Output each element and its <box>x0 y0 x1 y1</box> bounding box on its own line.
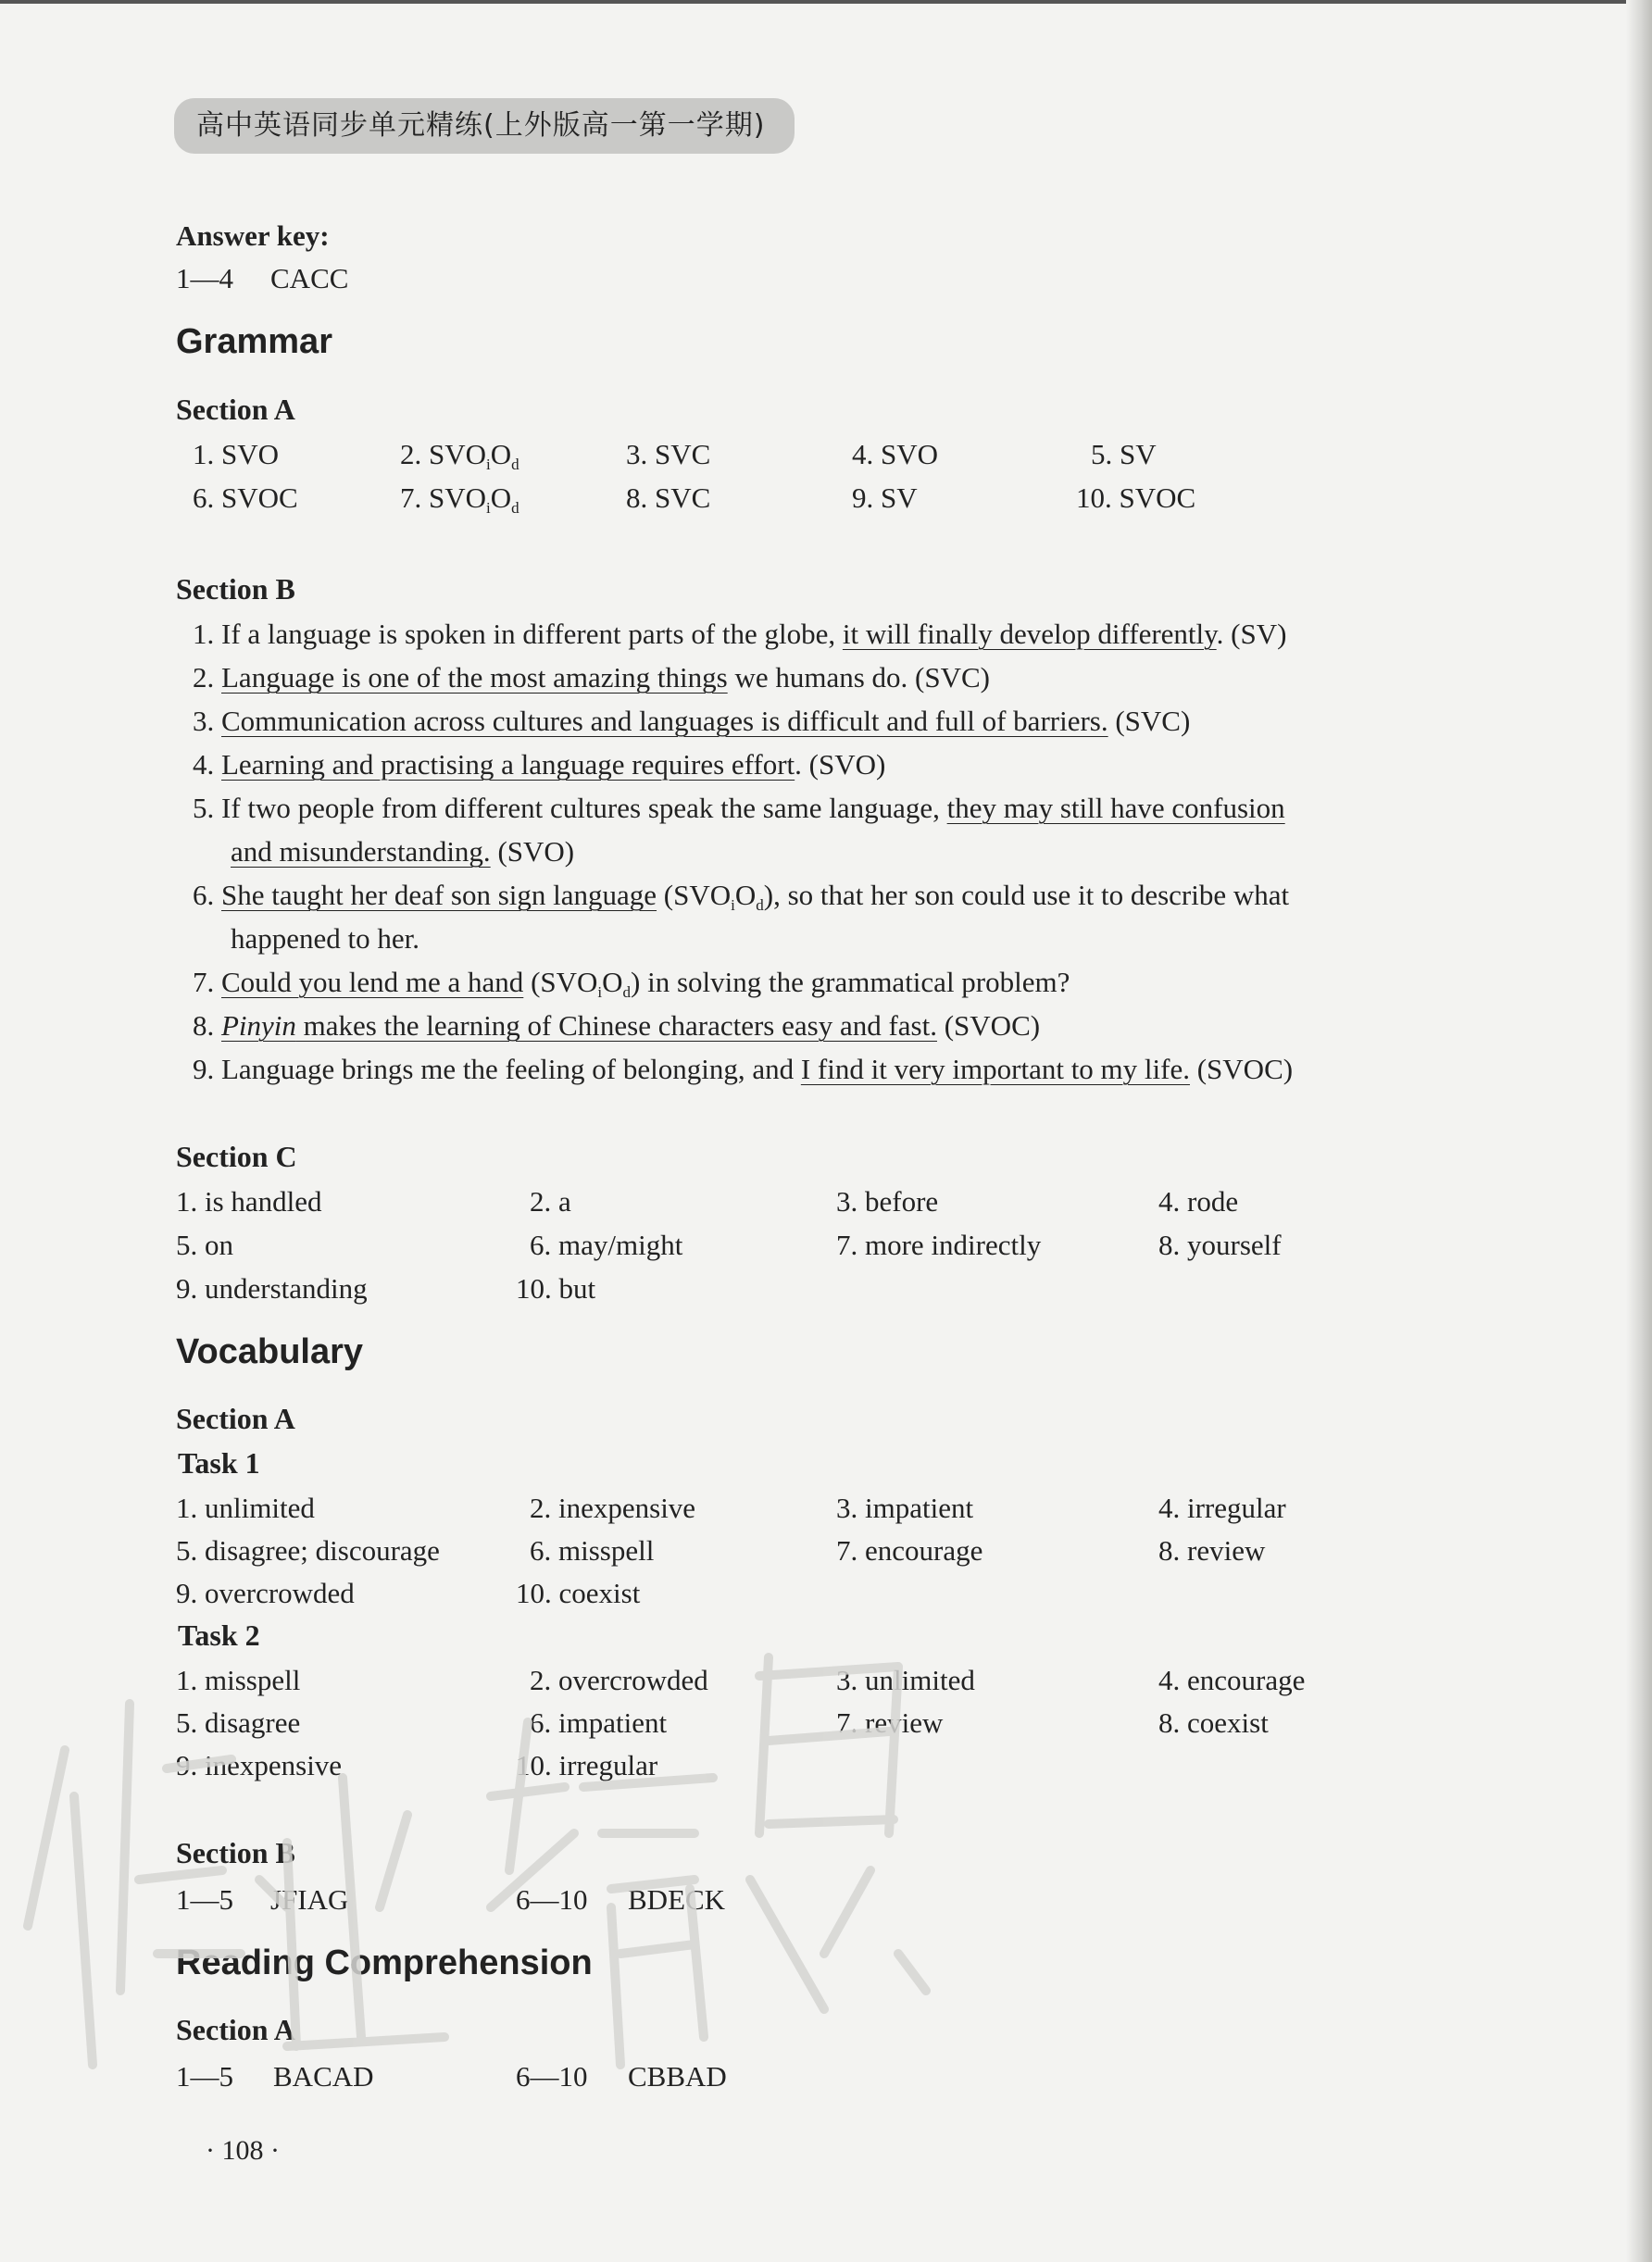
grammar-b-sentence-6: 6. She taught her deaf son sign language $(SVO_iO_d)$, so that her son could use it to describe what <box>193 879 1290 914</box>
vocab-b-range-2: 6—10 <box>516 1883 588 1916</box>
vocab-task2-item-7: 7. review <box>836 1706 944 1739</box>
grammar-a-item-5: 5. SV <box>1091 438 1157 470</box>
book-title-banner: 高中英语同步单元精练(上外版高一第一学期) <box>174 98 795 154</box>
vocab-task1-item-10: 10. coexist <box>516 1577 641 1609</box>
grammar-b-sentence-6-cont: happened to her. <box>231 922 420 955</box>
grammar-c-item-7: 7. more indirectly <box>836 1229 1042 1261</box>
vocab-task2-item-6: 6. impatient <box>530 1706 668 1739</box>
grammar-a-item-7: 7. $SVO_iO_d$ <box>400 481 519 517</box>
grammar-a-item-9: 9. SV <box>852 481 918 514</box>
vocab-b-answers-2: BDECK <box>628 1883 726 1916</box>
grammar-b-sentence-5-cont: and misunderstanding. (SVO) <box>231 835 575 868</box>
grammar-a-item-3: 3. SVC <box>626 438 711 470</box>
vocab-task1-item-4: 4. irregular <box>1158 1492 1286 1524</box>
vocab-task1-item-3: 3. impatient <box>836 1492 974 1524</box>
vocab-task1-item-6: 6. misspell <box>530 1534 655 1567</box>
grammar-section-b-title: Section B <box>176 572 295 606</box>
grammar-b-sentence-5: 5. If two people from different cultures speak the same language, they may still have confusion <box>193 792 1285 824</box>
vocab-task2-item-4: 4. encourage <box>1158 1664 1306 1696</box>
grammar-c-item-10: 10. but <box>516 1272 596 1305</box>
grammar-a-item-4: 4. SVO <box>852 438 939 470</box>
grammar-c-item-1: 1. is handled <box>176 1185 322 1218</box>
vocab-task2-item-1: 1. misspell <box>176 1664 301 1696</box>
vocabulary-section-a-title: Section A <box>176 1402 295 1435</box>
reading-a-range-2: 6—10 <box>516 2060 588 2093</box>
grammar-c-item-4: 4. rode <box>1158 1185 1239 1218</box>
vocab-task2-item-10: 10. irregular <box>516 1749 658 1781</box>
grammar-c-item-5: 5. on <box>176 1229 233 1261</box>
vocabulary-section-b-title: Section B <box>176 1836 295 1869</box>
answer-key-range: 1—4 <box>176 262 233 294</box>
answer-key-answers: CACC <box>270 262 349 294</box>
reading-a-answers-1: BACAD <box>273 2060 374 2093</box>
vocab-task1-item-1: 1. unlimited <box>176 1492 315 1524</box>
vocab-task2-item-5: 5. disagree <box>176 1706 301 1739</box>
vocab-task2-item-3: 3. unlimited <box>836 1664 975 1696</box>
vocab-task1-item-2: 2. inexpensive <box>530 1492 696 1524</box>
reading-a-answers-2: CBBAD <box>628 2060 727 2093</box>
grammar-c-item-9: 9. understanding <box>176 1272 368 1305</box>
vocabulary-heading: Vocabulary <box>176 1332 364 1371</box>
grammar-b-sentence-1: 1. If a language is spoken in different parts of the globe, it will finally develop differently. (SV) <box>193 618 1287 650</box>
grammar-a-item-6: 6. SVOC <box>193 481 298 514</box>
vocab-task2-item-9: 9. inexpensive <box>176 1749 343 1781</box>
grammar-b-sentence-9: 9. Language brings me the feeling of belonging, and I find it very important to my life. (SVOC) <box>193 1053 1294 1085</box>
grammar-a-item-8: 8. SVC <box>626 481 711 514</box>
vocab-task1-item-5: 5. disagree; discourage <box>176 1534 440 1567</box>
grammar-b-sentence-7: 7. Could you lend me a hand $(SVO_iO_d)$ in solving the grammatical problem? <box>193 966 1070 1001</box>
page-edge-shadow <box>1626 0 1652 2262</box>
grammar-section-c-title: Section C <box>176 1140 297 1173</box>
grammar-a-item-1: 1. SVO <box>193 438 280 470</box>
grammar-section-a-title: Section A <box>176 393 295 426</box>
grammar-c-item-3: 3. before <box>836 1185 939 1218</box>
vocabulary-task2-title: Task 2 <box>178 1618 260 1652</box>
grammar-a-item-2: 2. $SVO_iO_d$ <box>400 438 519 473</box>
page-number: · 108 · <box>206 2135 280 2166</box>
grammar-b-sentence-8: 8. Pinyin makes the learning of Chinese characters easy and fast. (SVOC) <box>193 1009 1041 1042</box>
vocab-task2-item-8: 8. coexist <box>1158 1706 1269 1739</box>
vocabulary-task1-title: Task 1 <box>178 1446 260 1480</box>
grammar-b-sentence-3: 3. Communication across cultures and languages is difficult and full of barriers. (SVC) <box>193 705 1191 737</box>
grammar-a-item-10: 10. SVOC <box>1076 481 1196 514</box>
reading-heading: Reading Comprehension <box>176 1943 593 1982</box>
reading-a-range-1: 1—5 <box>176 2060 233 2093</box>
vocab-task2-item-2: 2. overcrowded <box>530 1664 708 1696</box>
grammar-b-sentence-2: 2. Language is one of the most amazing things we humans do. (SVC) <box>193 661 990 694</box>
answer-key-label: Answer key: <box>176 219 330 252</box>
reading-section-a-title: Section A <box>176 2013 295 2046</box>
vocab-b-range-1: 1—5 <box>176 1883 233 1916</box>
grammar-heading: Grammar <box>176 322 332 361</box>
vocab-task1-item-9: 9. overcrowded <box>176 1577 355 1609</box>
grammar-c-item-8: 8. yourself <box>1158 1229 1282 1261</box>
watermark-graphic <box>9 1602 935 2120</box>
vocab-task1-item-7: 7. encourage <box>836 1534 983 1567</box>
grammar-b-sentence-4: 4. Learning and practising a language requires effort. (SVO) <box>193 748 886 781</box>
top-border <box>0 0 1652 4</box>
grammar-c-item-6: 6. may/might <box>530 1229 683 1261</box>
grammar-c-item-2: 2. a <box>530 1185 571 1218</box>
vocab-task1-item-8: 8. review <box>1158 1534 1266 1567</box>
vocab-b-answers-1: JFIAG <box>270 1883 349 1916</box>
